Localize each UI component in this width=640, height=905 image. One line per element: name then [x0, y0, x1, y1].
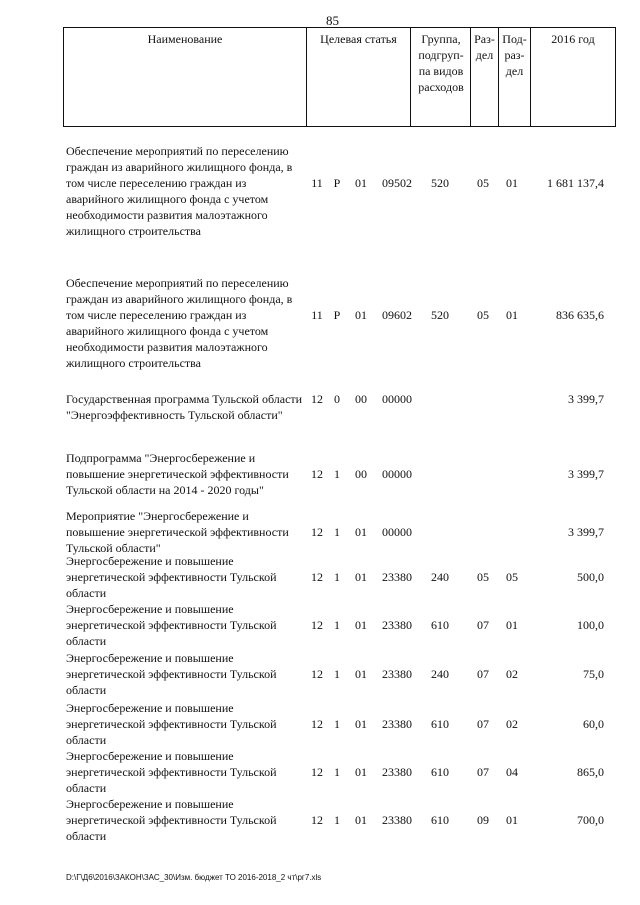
row-amount: 865,0 — [577, 765, 604, 779]
row-sub: 01 — [506, 308, 518, 322]
row-t4: 23380 — [382, 717, 412, 731]
row-t4: 23380 — [382, 667, 412, 681]
row-t3: 01 — [355, 765, 367, 779]
row-name: Энергосбережение и повышение энергетической эффективности Тульской области — [66, 701, 277, 747]
row-name: Энергосбережение и повышение энергетической эффективности Тульской области — [66, 554, 277, 600]
row-amount: 3 399,7 — [568, 525, 604, 539]
row-name: Государственная программа Тульской области "Энергоэффективность Тульской области" — [66, 392, 303, 422]
row-t2: Р — [333, 176, 341, 190]
row-t2: Р — [333, 308, 341, 322]
row-name: Обеспечение мероприятий по переселению граждан из аварийного жилищного фонда, в том числе переселению граждан из аварийного жилищного фонда с учетом необходимости развития малоэтажного жилищного строительства — [66, 144, 293, 238]
row-t4: 00000 — [382, 467, 412, 481]
row-name: Энергосбережение и повышение энергетической эффективности Тульской области — [66, 749, 277, 795]
header-name: Наименование — [147, 32, 223, 46]
row-amount: 700,0 — [577, 813, 604, 827]
row-t3: 01 — [355, 176, 367, 190]
row-sub: 02 — [506, 717, 518, 731]
row-t3: 00 — [355, 392, 367, 406]
row-amount: 836 635,6 — [556, 308, 604, 322]
row-t2: 1 — [334, 717, 340, 731]
row-t2: 1 — [334, 618, 340, 632]
row-name: Мероприятие "Энергосбережение и повышение энергетической эффективности Тульской области" — [66, 509, 289, 555]
row-sub: 01 — [506, 618, 518, 632]
row-amount: 1 681 137,4 — [547, 176, 604, 190]
row-t1: 12 — [311, 765, 323, 779]
row-sec: 05 — [477, 570, 489, 584]
row-t3: 01 — [355, 525, 367, 539]
row-t1: 12 — [311, 813, 323, 827]
row-t4: 00000 — [382, 392, 412, 406]
header-divider — [470, 27, 471, 127]
row-group: 610 — [431, 765, 449, 779]
row-name: Обеспечение мероприятий по переселению граждан из аварийного жилищного фонда, в том числе переселению граждан из аварийного жилищного фонда с учетом необходимости развития малоэтажного жилищного строительства — [66, 276, 293, 370]
row-sec: 07 — [477, 667, 489, 681]
row-amount: 60,0 — [583, 717, 604, 731]
row-t1: 12 — [311, 667, 323, 681]
file-path-footer: D:\Г\Д6\2016\ЗАКОН\ЗАС_30\Изм. бюджет ТО 2016-2018_2 чт\рг7.xls — [66, 873, 322, 882]
row-group: 520 — [431, 308, 449, 322]
row-amount: 500,0 — [577, 570, 604, 584]
row-t3: 01 — [355, 618, 367, 632]
header-group: Группа, подгруп-па видов расходов — [418, 32, 464, 94]
row-group: 610 — [431, 717, 449, 731]
row-t1: 12 — [311, 525, 323, 539]
row-t4: 23380 — [382, 618, 412, 632]
row-sub: 04 — [506, 765, 518, 779]
row-sub: 01 — [506, 813, 518, 827]
row-sec: 05 — [477, 308, 489, 322]
row-group: 240 — [431, 570, 449, 584]
row-amount: 3 399,7 — [568, 467, 604, 481]
row-t3: 01 — [355, 717, 367, 731]
row-sec: 07 — [477, 717, 489, 731]
row-group: 520 — [431, 176, 449, 190]
row-t4: 23380 — [382, 765, 412, 779]
row-t2: 1 — [334, 570, 340, 584]
row-t1: 12 — [311, 570, 323, 584]
row-amount: 3 399,7 — [568, 392, 604, 406]
row-amount: 100,0 — [577, 618, 604, 632]
row-t3: 01 — [355, 667, 367, 681]
row-t2: 1 — [334, 765, 340, 779]
row-t1: 11 — [311, 176, 323, 190]
row-name: Энергосбережение и повышение энергетической эффективности Тульской области — [66, 651, 277, 697]
row-t3: 01 — [355, 813, 367, 827]
header-target: Целевая статья — [320, 32, 397, 46]
row-name: Энергосбережение и повышение энергетической эффективности Тульской области — [66, 602, 277, 648]
row-group: 610 — [431, 618, 449, 632]
row-sec: 07 — [477, 618, 489, 632]
row-t3: 01 — [355, 308, 367, 322]
row-sec: 09 — [477, 813, 489, 827]
row-t2: 1 — [334, 525, 340, 539]
row-t1: 12 — [311, 618, 323, 632]
row-name: Подпрограмма "Энергосбережение и повышение энергетической эффективности Тульской области на 2014 - 2020 годы" — [66, 451, 289, 497]
row-sub: 01 — [506, 176, 518, 190]
row-t4: 09502 — [382, 176, 412, 190]
row-sub: 02 — [506, 667, 518, 681]
row-t1: 12 — [311, 467, 323, 481]
row-t4: 00000 — [382, 525, 412, 539]
row-t2: 1 — [334, 467, 340, 481]
header-section: Раз-дел — [474, 32, 495, 62]
row-t2: 0 — [334, 392, 340, 406]
row-t1: 12 — [311, 392, 323, 406]
header-divider — [498, 27, 499, 127]
row-t3: 00 — [355, 467, 367, 481]
row-name: Энергосбережение и повышение энергетической эффективности Тульской области — [66, 797, 277, 843]
row-sub: 05 — [506, 570, 518, 584]
row-sec: 05 — [477, 176, 489, 190]
row-t4: 23380 — [382, 813, 412, 827]
row-t4: 23380 — [382, 570, 412, 584]
row-t2: 1 — [334, 667, 340, 681]
header-subsection: Под-раз-дел — [502, 32, 527, 78]
page-number: 85 — [326, 13, 339, 28]
row-t1: 11 — [311, 308, 323, 322]
row-t2: 1 — [334, 813, 340, 827]
row-group: 610 — [431, 813, 449, 827]
header-divider — [410, 27, 411, 127]
row-t4: 09602 — [382, 308, 412, 322]
header-year: 2016 год — [551, 32, 595, 46]
row-group: 240 — [431, 667, 449, 681]
row-t1: 12 — [311, 717, 323, 731]
row-amount: 75,0 — [583, 667, 604, 681]
row-sec: 07 — [477, 765, 489, 779]
row-t3: 01 — [355, 570, 367, 584]
